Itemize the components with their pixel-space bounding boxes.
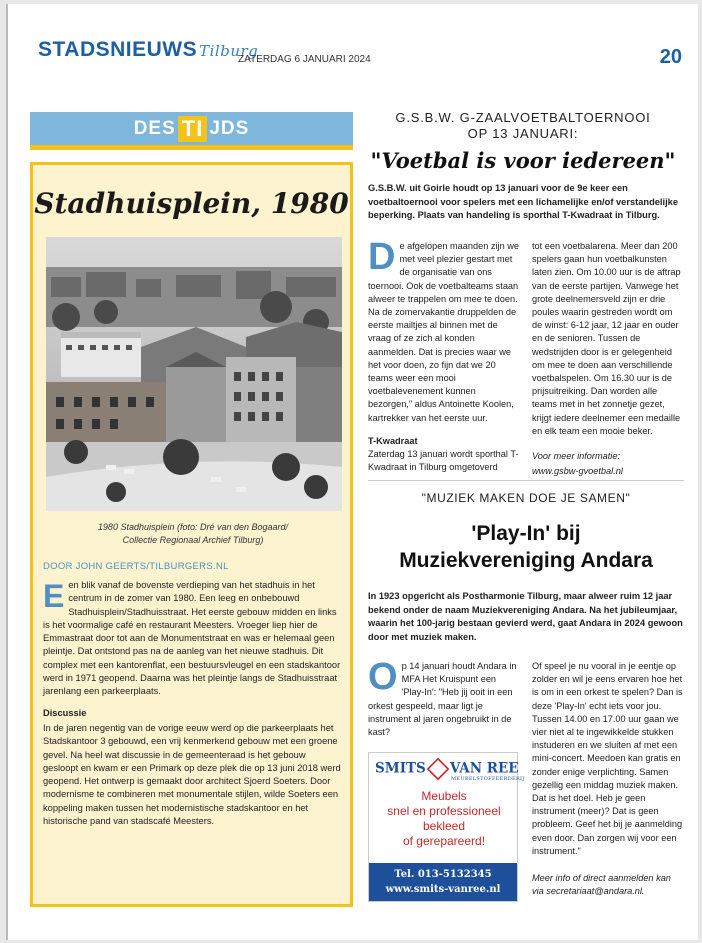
historic-city-photo <box>46 237 342 511</box>
ad-slogan: Meubels snel en professioneel bekleed of gerepareerd! <box>387 789 501 848</box>
dropcap: E <box>43 578 65 614</box>
smits-van-ree-advertisement[interactable] <box>368 752 525 902</box>
ad-contact-bar: Tel. 013-5132345 www.smits-vanree.nl <box>369 863 517 901</box>
article1-column-1: De afgelopen maanden zijn we met veel plezier gestart met de organisatie van ons toernooi. Ook de voetbalteams staan alweer te trappelen om mee te doen. Na de zomervakantie druppelden de eerste mailtjes al binnen met de vraag of ze zich al konden aanmelden. Dat is precies waar we het voor doen, zo fijn dat we 20 teams weer een mooi voetbalevenement kunnen bezorgen," aldus Antoinette Koolen, kartrekker van het eerste uur. T-Kwadraat Zaterdag 13 januari wordt sporthal T-Kwadraat in Tilburg omgetoverd <box>368 236 519 473</box>
photo-caption: 1980 Stadhuisplein (foto: Dré van den Bogaard/ Collectie Regionaal Archief Tilburg) <box>97 522 289 545</box>
info-email[interactable]: via secretariaat@andara.nl. <box>532 886 645 897</box>
article2-headline: 'Play-In' bij Muziekvereniging Andara <box>399 522 653 572</box>
info-label: Voor meer informatie: <box>532 451 620 462</box>
article1-kicker: G.S.B.W. G-ZAALVOETBALTOERNOOI OP 13 JANUARI: <box>395 110 651 141</box>
divider <box>368 480 684 481</box>
article1-column-2: tot een voetbalarena. Meer dan 200 spelers gaan hun voetbalkunsten laten zien. Om 10.00 uur is de aftrap van de eerste partijen. Vanwege het grote deelnemersveld zijn er drie poules waarin gestreden wordt om de winst: 6-12 jaar, 12 jaar en ouder en de senioren. Tussen de wedstrijden door is er gelegenheid om mee te doen aan verschillende voetbalspelen. Om 16.30 uur is de prijsuitreiking. Dan worden alle teams met in het zonnetje gezet, krijgt iedere deelnemer een medaille en elk team een mooie beker. Voor meer informatie: www.gsbw-gvoetbal.nl <box>532 240 684 478</box>
article1-headline: "Voetbal is voor iedereen" <box>370 148 676 173</box>
issue-date: ZATERDAG 6 JANUARI 2024 <box>238 54 371 65</box>
article2-column-2: Of speel je nu vooral in je eentje op zolder en wil je eens ervaren hoe het is om in een orkest te spelen? Dan is deze 'Play-In' echt iets voor jou. Tussen 14.00 en 17.00 uur gaan we vier niet al te ingewikkelde stukken instuderen en we sluiten af met een mini-concert. Meedoen kan gratis en zonder enige verplichting. Samen gezellig een middag muziek maken. Dat is het doel. Heb je geen instrument (meer)? Dat is geen probleem. Geef het bij je aanmelding even door. Dan zorgen wij voor een instrument." Meer info of direct aanmelden kan via secretariaat@andara.nl. <box>532 660 684 898</box>
feature-title: Stadhuisplein, 1980 <box>34 187 349 220</box>
dropcap: D <box>368 236 396 278</box>
history-feature-box <box>30 162 353 907</box>
page-number: 20 <box>659 46 682 68</box>
info-url[interactable]: www.gsbw-gvoetbal.nl <box>532 466 623 477</box>
page-header <box>38 36 688 76</box>
dropcap: O <box>368 656 398 698</box>
article2-lead: In 1923 opgericht als Postharmonie Tilburg, maar alweer ruim 12 jaar bekend onder de naam Muziekvereniging Andara. Na het jubileumjaar, waarin het 100-jarig bestaan gevierd werd, gaat Andara in 2024 gewoon door met muziek maken. <box>368 591 683 642</box>
smits-van-ree-logo: SMITS VAN REE MEUBELSTOFFEERDERIJ <box>375 759 513 785</box>
subheading: T-Kwadraat <box>368 435 418 446</box>
feature-body: Een blik vanaf de bovenste verdieping van het stadhuis in het centrum in de zomer van 1980. Een leeg en onbebouwd Stadhuisplein/Stadhuisstraat. Het eerste gebouw midden en links is het voormalige café en restaurant Meesters. Vroeger liep hier de Emmastraat door tot aan de Monumentstraat en was er helemaal geen pleintje. Dat ontstond pas na de aanleg van het nieuwe stadhuis. Dit complex met een kantorenflat, een bestuursvleugel en een stadskantoor werd in 1971 geopend. Daarna was het pleintje langs de Stadhuisstraat jarenlang een parkeerplaats. Discussie In de jaren negentig van de vorige eeuw werd op die parkeerplaats het Stadskantoor 3 gebouwd, een vrij kenmerkend gebouw met een groene gevel. Na heel wat discussie in de gemeenteraad is het gebouw gesloopt en kwam er een Primark op deze plek die op 13 juni 2018 werd geopend. Het ontwerp is gemaakt door architect Sjoerd Soeters. Door modernisme te combineren met monumentale stijlen, wilde Soeters een koppeling maken tussen het modernistische stadskantoor en het historische pand van stadscafé Meesters. <box>43 579 343 830</box>
article1-lead: G.S.B.W. uit Goirle houdt op 13 januari voor de 9e keer een voetbaltoernooi voor spelers met een lichamelijke en/of verstandelijke beperking. Plaats van handeling is sporthal T-Kwadraat in Tilburg. <box>368 183 679 220</box>
stadsnieuws-logo: STADSNIEUWS Tilburg <box>38 38 259 61</box>
diamond-icon <box>426 758 449 781</box>
info-line: Meer info of direct aanmelden kan <box>532 873 671 884</box>
subheading: Discussie <box>43 707 87 718</box>
newspaper-page <box>6 4 698 940</box>
article2-column-1: Op 14 januari houdt Andara in MFA Het Kruispunt een 'Play-In': "Heb jij ooit in een orkest gespeeld, maar ligt je instrument al jaren ongebruikt in de kast? <box>368 656 517 738</box>
author-byline: DOOR JOHN GEERTS/TILBURGERS.NL <box>43 561 229 572</box>
des-tijds-banner: DES TI JDS <box>30 112 353 150</box>
article2-kicker: "MUZIEK MAKEN DOE JE SAMEN" <box>421 491 631 505</box>
